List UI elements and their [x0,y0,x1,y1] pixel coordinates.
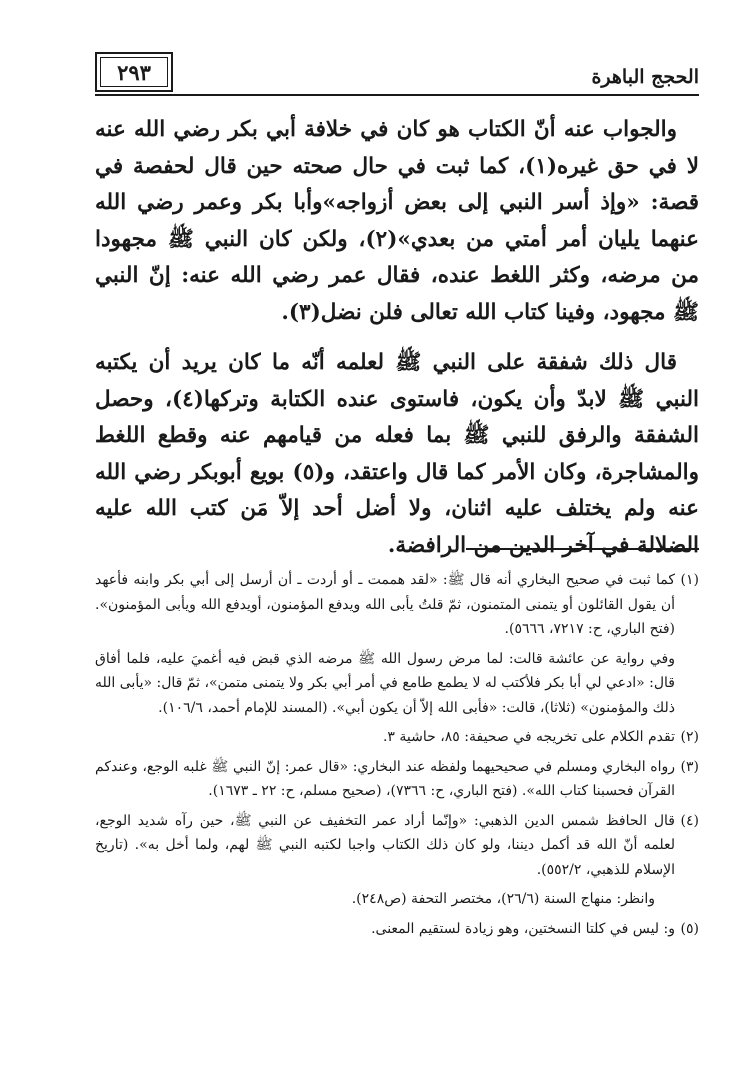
footnote-number: (١) [680,572,699,588]
footnote-3 [95,755,699,804]
footnote-number: (٢) [680,729,699,745]
footnotes-section [95,568,699,946]
footnote-divider [466,548,699,550]
footnote-4 [95,809,699,883]
footnote-4-continuation: وانظر: منهاج السنة (٢٦/٦)، مختصر التحفة (ص٢٤٨). [351,891,655,907]
page-number: ٢٩٣ [95,52,173,92]
footnote-text: و: ليس في كلتا النسختين، وهو زيادة لستقيم المعنى. [371,920,675,937]
footnote-number: (٥) [680,920,699,937]
header-divider [95,94,699,96]
main-text [95,112,699,564]
footnote-number: (٣) [680,758,699,775]
footnote-5 [95,917,699,942]
footnote-1 [95,568,699,642]
footnote-2 [95,725,699,750]
footnote-number: (٤) [680,812,699,829]
footnote-text: رواه البخاري ومسلم في صحيحيهما ولفظه عند البخاري: «قال عمر: إنّ النبي ﷺ غلبه الوجع، وعندكم القرآن فحسبنا كتاب الله». (فتح الباري، ح: ٧٣٦٦)، (صحيح مسلم، ح: ٢٢ ـ ١٦٧٣). [95,758,675,799]
footnote-text: تقدم الكلام على تخريجه في صحيفة: ٨٥، حاشية ٣. [382,729,675,745]
footnote-text: كما ثبت في صحيح البخاري أنه قال ﷺ: «لقد هممت ـ أو أردت ـ أن أرسل إلى أبي بكر وابنه فأعهد أن يقول القائلون أو يتمنى المتمنون، ثمّ قلتُ يأبى الله ويدفع المؤمنون، أويدفع الله ويأبى المؤمنون». (فتح الباري، ح: ٧٢١٧، ٥٦٦٦). [95,572,675,637]
page-header [95,52,699,98]
body-paragraph: قال ذلك شفقة على النبي ﷺ لعلمه أنّه ما كان يريد أن يكتبه النبي ﷺ لابدّ وأن يكون، فاستوى عنده الكتابة وتركها(٤)، وحصل الشفقة والرفق للنبي ﷺ بما فعله من قيامهم عنه وقطع اللغط والمشاجرة، وكان الأمر كما قال واعتقد، و(٥) بويع أبوبكر رضي الله عنه ولم يختلف عليه اثنان، ولا أضل أحد إلاّ مَن كتب الله عليه الضلالة في آخر الدين من الرافضة. [95,350,699,558]
body-paragraph: والجواب عنه أنّ الكتاب هو كان في خلافة أبي بكر رضي الله عنه لا في حق غيره(١)، كما ثبت في حال صحته حين قال لحفصة في قصة: «وإذ أسر النبي إلى بعض أزواجه»وأبا بكر وعمر رضي الله عنهما يليان أمر أمتي من بعدي»(٢)، ولكن كان النبي ﷺ مجهودا من مرضه، وكثر اللغط عنده، فقال عمر رضي الله عنه: إنّ النبي ﷺ مجهود، وفينا كتاب الله تعالى فلن نضل(٣). [95,117,700,325]
running-title: الحجج الباهرة [591,66,699,88]
footnote-text: قال الحافظ شمس الدين الذهبي: «وإنّما أراد عمر التخفيف عن النبي ﷺ، حين رآه شديد الوجع، لعلمه أنّ الله قد أكمل ديننا، ولو كان ذلك الكتاب واجبا لكتبه النبي ﷺ لهم، ولما أخل به». (تاريخ الإسلام للذهبي، ٥٥٢/٢). [95,812,676,878]
footnote-1-continuation: وفي رواية عن عائشة قالت: لما مرض رسول الله ﷺ مرضه الذي قبض فيه أغميَ عليه، فلما أفاق قال: «ادعي لي أبا بكر فلأكتب له لا يطمع طامع في أمر أبي بكر ولا يتمنى متمن»، ثمّ قال: «يأبى الله ذلك والمؤمنون» (ثلاثا)، قالت: «فأبى الله إلاّ أن يكون أبي». (المسند للإمام أحمد، ١٠٦/٦). [95,650,675,716]
